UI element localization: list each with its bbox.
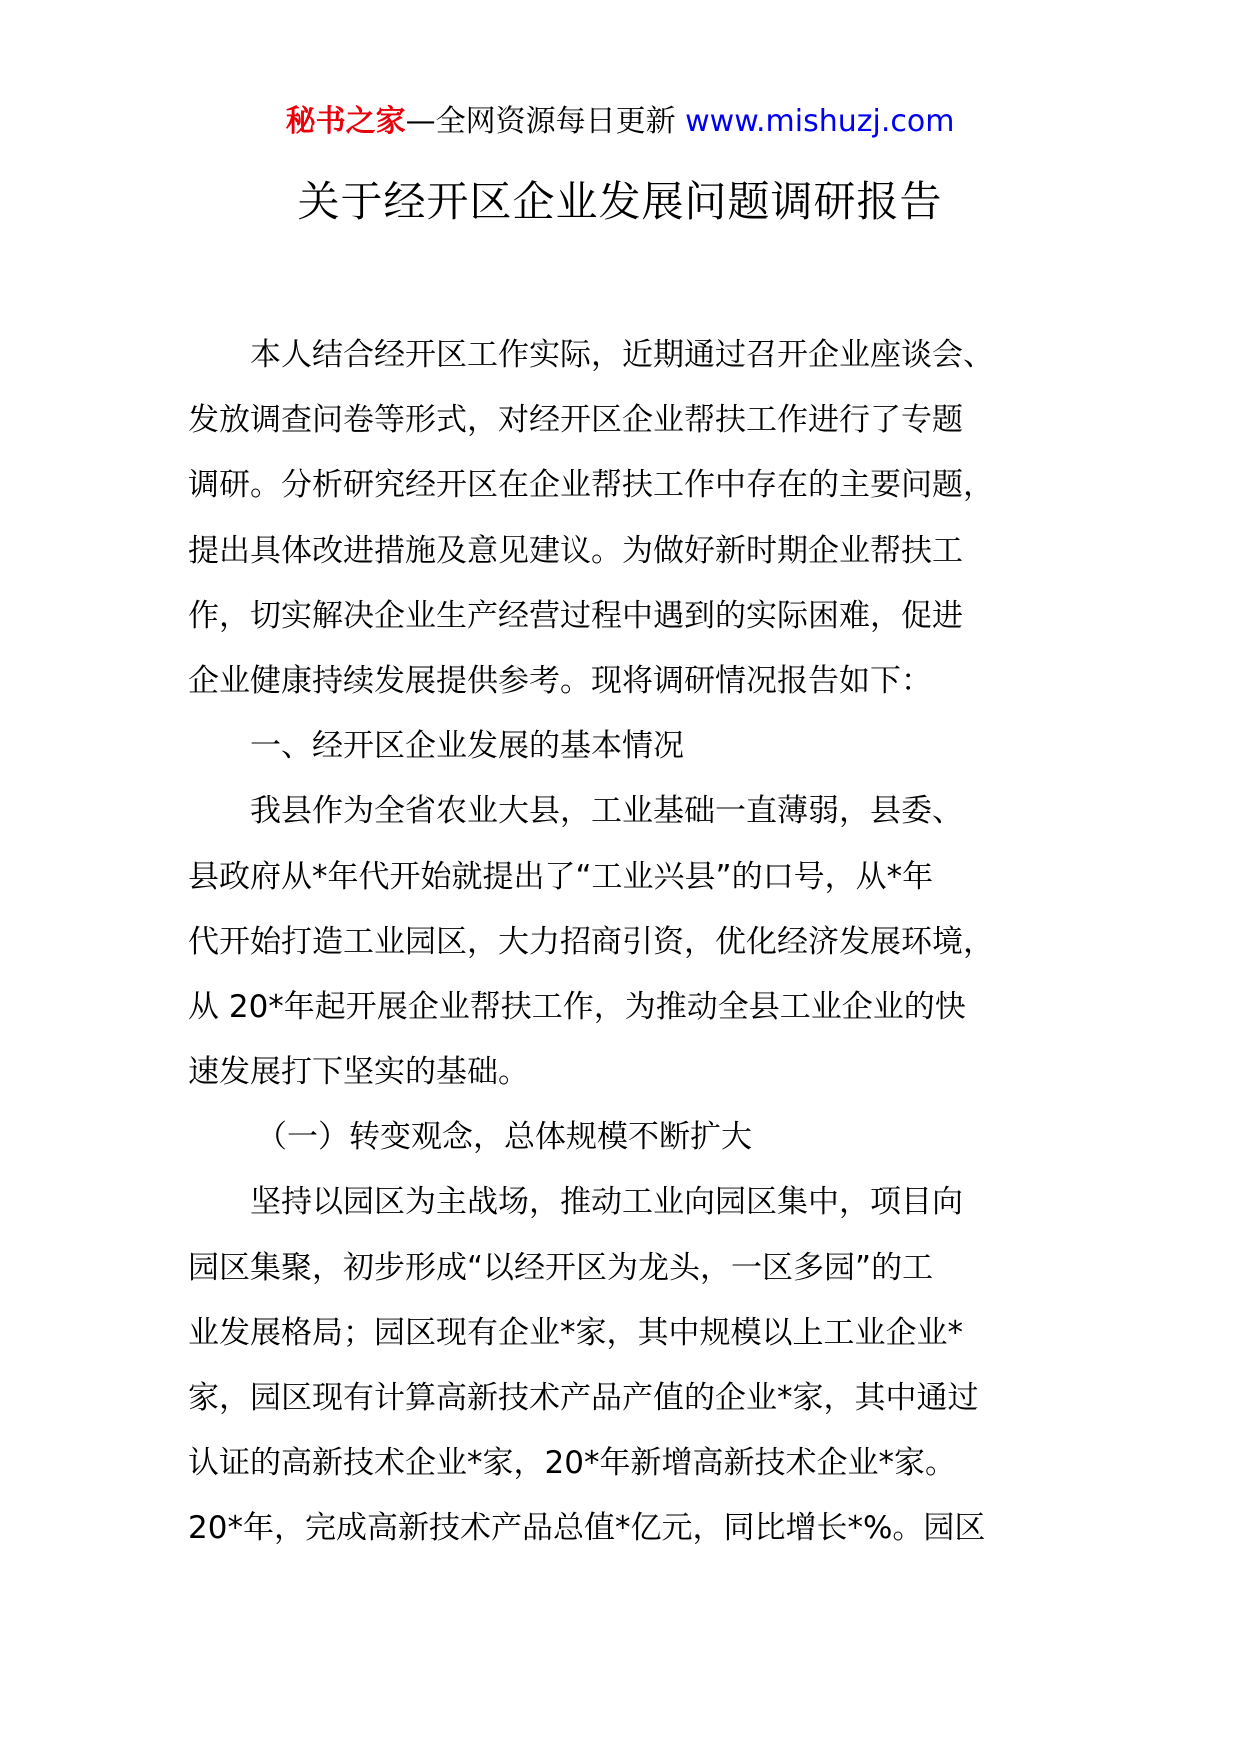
body-line: 本人结合经开区工作实际，近期通过召开企业座谈会、 <box>250 337 994 373</box>
document-title: 关于经开区企业发展问题调研报告 <box>297 177 943 226</box>
document-body <box>188 323 1054 1562</box>
site-url-link[interactable]: www.mishuzj.com <box>685 104 955 139</box>
header-slogan: —全网资源每日更新 <box>405 104 676 139</box>
section-heading: 一、经开区企业发展的基本情况 <box>250 728 684 765</box>
body-line: 园区集聚，初步形成“以经开区为龙头，一区多园”的工 <box>188 1249 934 1286</box>
body-line: 坚持以园区为主战场，推动工业向园区集中，项目向 <box>250 1184 963 1221</box>
body-line: 我县作为全省农业大县，工业基础一直薄弱，县委、 <box>250 793 963 830</box>
body-line: 代开始打造工业园区，大力招商引资，优化经济发展环境， <box>188 923 994 960</box>
body-line: 20*年，完成高新技术产品总值*亿元，同比增长*%。园区 <box>188 1510 986 1547</box>
body-line: 发放调查问卷等形式，对经开区企业帮扶工作进行了专题 <box>188 402 963 439</box>
body-line: 企业健康持续发展提供参考。现将调研情况报告如下： <box>188 662 932 699</box>
site-header <box>0 100 1240 144</box>
body-line: 速发展打下坚实的基础。 <box>188 1054 529 1091</box>
body-line: 提出具体改进措施及意见建议。为做好新时期企业帮扶工 <box>188 532 963 569</box>
body-line: 调研。分析研究经开区在企业帮扶工作中存在的主要问题， <box>188 467 994 504</box>
body-line: 作，切实解决企业生产经营过程中遇到的实际困难，促进 <box>188 597 963 634</box>
brand-name: 秘书之家 <box>285 104 406 139</box>
body-line: 业发展格局；园区现有企业*家，其中规模以上工业企业* <box>188 1314 963 1351</box>
body-line: 从 20*年起开展企业帮扶工作，为推动全县工业企业的快 <box>188 988 966 1025</box>
subsection-heading: （一）转变观念，总体规模不断扩大 <box>256 1119 752 1156</box>
body-line: 家，园区现有计算高新技术产品产值的企业*家，其中通过 <box>188 1380 979 1416</box>
body-line: 认证的高新技术企业*家，20*年新增高新技术企业*家。 <box>188 1445 956 1482</box>
body-line: 县政府从*年代开始就提出了“工业兴县”的口号，从*年 <box>188 858 934 895</box>
